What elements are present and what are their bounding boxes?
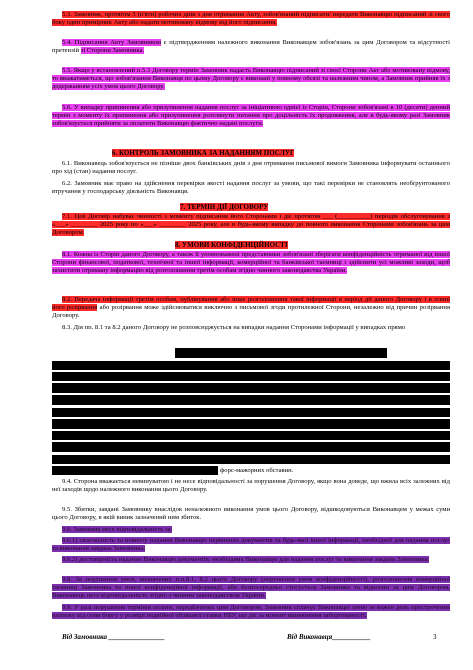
section-7-heading: 7. ТЕРМІН ДІЇ ДОГОВОРУ [180, 203, 269, 211]
section-6-heading: 6. КОНТРОЛЬ ЗАМОВНИКА ЗА НАДАННЯМ ПОСЛУГ [112, 149, 295, 157]
clause-9-6: 9.6. Замовник несе відповідальність за: [62, 526, 173, 533]
redaction-block [52, 466, 218, 475]
clause-8-3: 8.3. Дія пп. 8.1 та 8.2 даного Договору не розповсюджується на випадки надання Сторонами інформації у випадках прямо [62, 324, 406, 331]
redaction-block [52, 361, 450, 370]
clause-5-5: 5.5. Якщо у встановлений п.5.3 Договору термін Замовник надасть Виконавцю підписаний зі своєї Сторони Акт або мотивовану відмову, то вважатиметься, що зобов'язання Виконавця по цьому Договору є виконані у повному обсязі та належним чином, а Замовник прийняв їх з додержанням усіх умов цього Договору. [52, 67, 450, 91]
section-8-heading: 8. УМОВИ КОНФІДЕНЦІЙНОСТІ [175, 241, 288, 249]
clause-6-1: 6.1. Виконавець зобов'язується не пізніше двох банківських днів з дня отримання письмової вимоги Замовника інформувати останнього про хід (стан) надання послуг. [52, 160, 450, 176]
clause-9-6-2: 9.6.2) достовірність наданих Виконавцю документів, необхідних Виконавцю для надання послуг та виконання завдань Замовника; [62, 556, 430, 563]
footer-customer-signature: Від Замовника ________________ [62, 633, 165, 641]
redaction-block [175, 348, 387, 358]
clause-9-1-tail: форс-мажорних обставин. [220, 467, 294, 474]
clause-5-4: 5.4. Підписання Акту Замовником є підтвердженням належного виконання Виконавцем зобов'язань за цим Договором та відсутності претензій зі Сторони Замовника. [52, 39, 450, 55]
redaction-block [52, 395, 450, 405]
clause-9-5: 9.5. Збитки, завдані Замовнику внаслідок неналежного виконання умов цього Договору, відшкодовуються Виконавцем у межах суми цього Договору, в якій виник зазначений ним збиток. [52, 506, 450, 522]
page-number: 3 [433, 633, 437, 641]
clause-9-4: 9.4. Сторона вважається невинуватою і не несе відповідальності за порушення Договору, якщо вона доведе, що вжила всіх залежних від неї заходів щодо належного виконання цього Договору. [52, 478, 450, 494]
clause-6-2: 6.2. Замовник має право на здійснення перевірки якості надання послуг за умови, що такі перевірки не становлять необґрунтованого втручання у господарську діяльність Виконавця. [52, 180, 450, 196]
clause-9-8: 9.8. За порушення умов, визначених п.п.8.1, 8.2 цього Договору (порушення умов конфіденційності), розголошення комерційної таємниці Замовника та іншої конфіденційної інформації, або безпосередньо стосується Замовника та відносин за цим Договором, Виконавець несе відповідальність згідно з чинним законодавством України. [52, 576, 450, 600]
redaction-block [52, 372, 450, 381]
clause-9-6-1: 9.6.1) своєчасність та повноту надання Виконавцю первинних документів та будь-якої іншої інформації, необхідної для надання послуг та виконання завдань Замовника; [52, 537, 450, 553]
redaction-block [52, 442, 450, 452]
clause-9-9: 9.9. У разі порушення термінів оплати, передбачених цим Договором, Замовник сплачує Виконавцю пеню за кожен день прострочення платежу від суми боргу у розмірі подвійної облікової ставки НБУ, що діє за момент виникнення заборгованості. [52, 604, 450, 620]
clause-7-1: 7.1. Цей Договір набуває чинності з моменту підписання його Сторонами і діє протягом ___ (__________) періодів обслуговування з «___» ________ 2025 року по «___» ________ 2025 року, але в будь-якому випадку до повного виконання Сторонами зобов'язань за цим Договором. [52, 213, 450, 237]
clause-8-2: 8.2. Передача інформації третім особам, публікування або інше розголошення такої інформації в період дії даного Договору і в плині його розірвання або розірвання може здійснюватися виключно з письмової згоди протилежної Сторони, незалежно від причин розірвання Договору. [52, 296, 450, 320]
clause-5-6: 5.6. У випадку припинення або призупинення надання послуг за ініціативою однієї із Сторін, Сторони зобов'язані в 10 (десяти) денний термін з моменту їх припинення або призупинення розглянути питання про доцільність їх продовження, але в будь-якому разі Замовник зобов'язується прийняти за оплатити Виконавцю фактично надані послуги. [52, 104, 450, 128]
redaction-block [52, 455, 450, 464]
redaction-block [52, 419, 450, 429]
redaction-block [52, 431, 450, 440]
clause-8-1: 8.1. Кожна із Сторін даного Договору, а також її уповноважені представники зобов'язані зберігати конфіденційність отриманої від іншої Сторони фінансової, податкової, технічної та іншої інформації, комерційної та банківської таємниці і здійснити усі можливі заходи, щоб захистити отриману інформацію від розголошення третім особам згідно чинного законодавства України. [52, 251, 450, 275]
redaction-block [52, 408, 450, 417]
redaction-block [52, 383, 450, 393]
footer-contractor-signature: Від Виконавця___________ [287, 633, 371, 641]
clause-5-3: 5.3. Замовник, протягом 5 (п'яти) робочих днів з дня отримання Акту, зобов'язаний підписати/ передати Виконавцю підписаний зі свого боку один примірник Акту або надати мотивовану відмову від його підписання. [52, 11, 450, 27]
